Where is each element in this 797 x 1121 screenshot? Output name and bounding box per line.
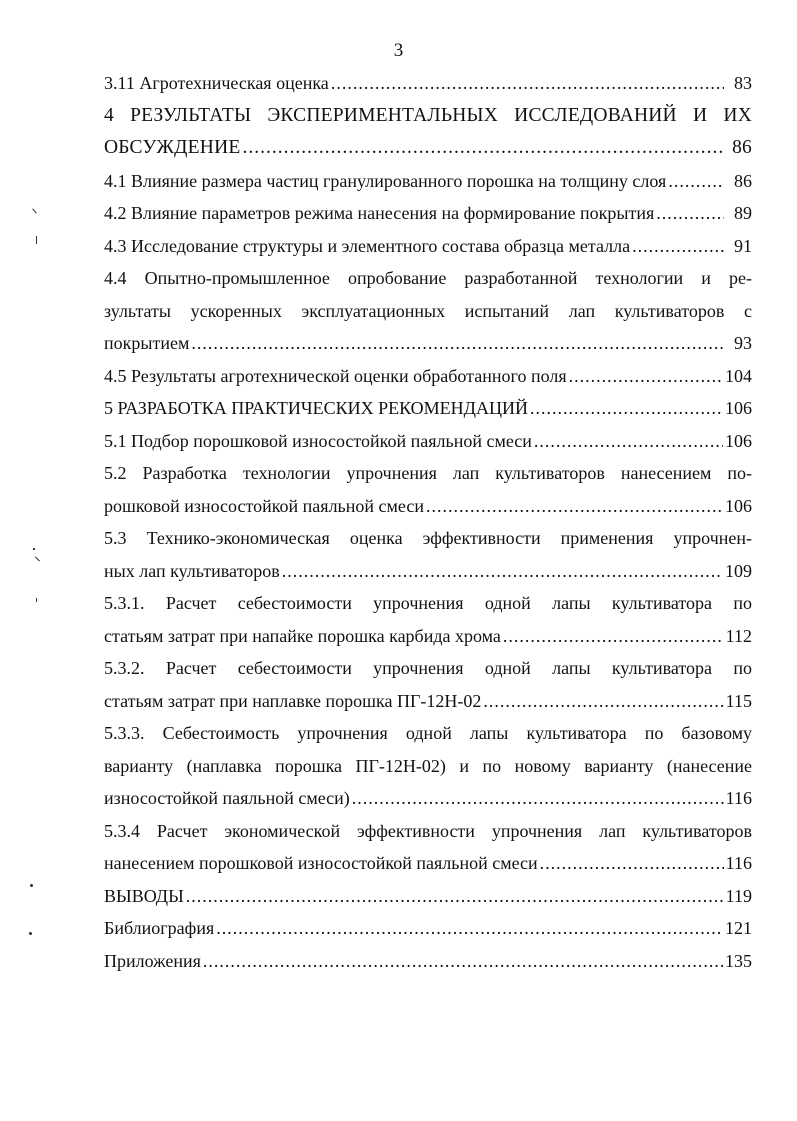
toc-entry-page: 116 [725,853,752,873]
scan-speck [36,598,37,602]
leader-dots [426,490,723,523]
toc-entry-title-cont: ОБСУЖДЕНИЕ [104,137,241,158]
toc-entry-page: 119 [725,885,752,906]
toc-entry-page: 106 [725,398,752,418]
page-number: 3 [393,40,404,61]
toc-entry-page: 116 [725,788,752,808]
toc-entry [104,392,752,425]
toc-entry-title: 4.4 Опытно-промышленное опробование разработанной технологии и ре- [104,268,752,288]
leader-dots [503,620,724,653]
toc-entry [104,522,752,587]
toc-entry [104,815,752,880]
leader-dots [530,392,723,425]
toc-entry-title: 4.2 Влияние параметров режима нанесения на формирование покрытия [104,203,655,223]
toc-entry-title: 5.3.1. Расчет себестоимости упрочнения одной лапы культиватора по [104,593,752,613]
toc-entry-title: 5.3 Технико-экономическая оценка эффективности применения упрочнен- [104,528,752,548]
toc-entry-title-cont: статьям затрат при напайке порошка карбида хрома [104,625,501,646]
toc-entry-page: 109 [725,560,752,581]
toc-entry-title: 3.11 Агротехническая оценка [104,73,329,93]
toc-entry-title: 5.3.2. Расчет себестоимости упрочнения одной лапы культиватора по [104,658,752,678]
table-of-contents [104,67,752,977]
toc-entry [104,425,752,458]
toc-entry-page: 106 [725,495,752,516]
toc-entry-title: 5.2 Разработка технологии упрочнения лап культиваторов нанесением по- [104,463,752,483]
leader-dots [668,165,724,198]
toc-entry-page: 106 [725,430,752,451]
toc-entry [104,165,752,198]
toc-entry-title: Библиография [104,918,215,938]
leader-dots [282,555,723,588]
scan-speck [30,884,33,887]
leader-dots [203,945,723,978]
toc-entry-title: 5.3.3. Себестоимость упрочнения одной лапы культиватора по базовому [104,723,752,743]
toc-entry [104,262,752,360]
toc-entry-title-cont: зультаты ускоренных эксплуатационных испытаний лап культиваторов с [104,300,752,321]
toc-entry [104,197,752,230]
toc-entry-page: 121 [725,918,752,938]
leader-dots [534,425,723,458]
toc-entry-title-cont: варианту (наплавка порошка ПГ-12Н-02) и по новому варианту (нанесение [104,755,752,776]
toc-entry-title: ВЫВОДЫ [104,885,184,906]
toc-entry [104,880,752,913]
toc-entry-title: Приложения [104,950,201,971]
toc-entry [104,100,752,165]
leader-dots [191,327,724,360]
leader-dots [632,230,724,263]
toc-entry-page: 91 [734,235,752,256]
toc-entry [104,945,752,978]
toc-entry-page: 83 [734,73,752,93]
toc-entry-title: 5 РАЗРАБОТКА ПРАКТИЧЕСКИХ РЕКОМЕНДАЦИЙ [104,398,528,418]
leader-dots [331,67,724,100]
toc-entry-page: 86 [732,137,752,158]
toc-entry-title-cont: нанесением порошковой износостойкой паяльной смеси [104,853,538,873]
toc-entry-page: 86 [734,170,752,191]
scan-speck [29,932,32,935]
toc-entry [104,360,752,393]
toc-entry-title: 5.3.4 Расчет экономической эффективности упрочнения лап культиваторов [104,820,752,841]
toc-entry [104,717,752,815]
toc-entry-page: 135 [725,950,752,971]
scan-speck [35,557,40,562]
leader-dots [242,132,724,165]
leader-dots [216,912,723,945]
toc-entry-title-cont: износостойкой паяльной смеси) [104,788,350,808]
toc-entry [104,67,752,100]
leader-dots [186,880,724,913]
toc-entry-page: 93 [734,333,752,353]
toc-entry-page: 89 [734,203,752,223]
leader-dots [569,360,723,393]
leader-dots [540,847,724,880]
toc-entry-title-cont: рошковой износостойкой паяльной смеси [104,495,424,516]
toc-entry-title: 4.1 Влияние размера частиц гранулированного порошка на толщину слоя [104,170,667,191]
leader-dots [656,197,724,230]
toc-entry-title: 4.5 Результаты агротехнической оценки обработанного поля [104,365,567,386]
toc-entry-title-cont: покрытием [104,333,190,353]
toc-entry-title-cont: статьям затрат при наплавке порошка ПГ-12Н-02 [104,690,482,711]
toc-entry-title: 4.3 Исследование структуры и элементного состава образца металла [104,235,631,256]
toc-entry-page: 104 [725,365,752,386]
scan-speck [36,236,37,244]
leader-dots [483,685,723,718]
toc-entry-title: 5.1 Подбор порошковой износостойкой паяльной смеси [104,430,532,451]
toc-entry [104,652,752,717]
scan-speck [32,208,37,213]
toc-entry-title-cont: ных лап культиваторов [104,560,280,581]
toc-entry [104,230,752,263]
toc-entry [104,457,752,522]
toc-entry-page: 115 [725,690,752,711]
toc-entry [104,912,752,945]
toc-entry [104,587,752,652]
scan-speck [33,548,35,550]
leader-dots [352,782,724,815]
toc-entry-page: 112 [725,625,752,646]
toc-entry-title: 4 РЕЗУЛЬТАТЫ ЭКСПЕРИМЕНТАЛЬНЫХ ИССЛЕДОВАНИЙ И ИХ [104,104,752,126]
